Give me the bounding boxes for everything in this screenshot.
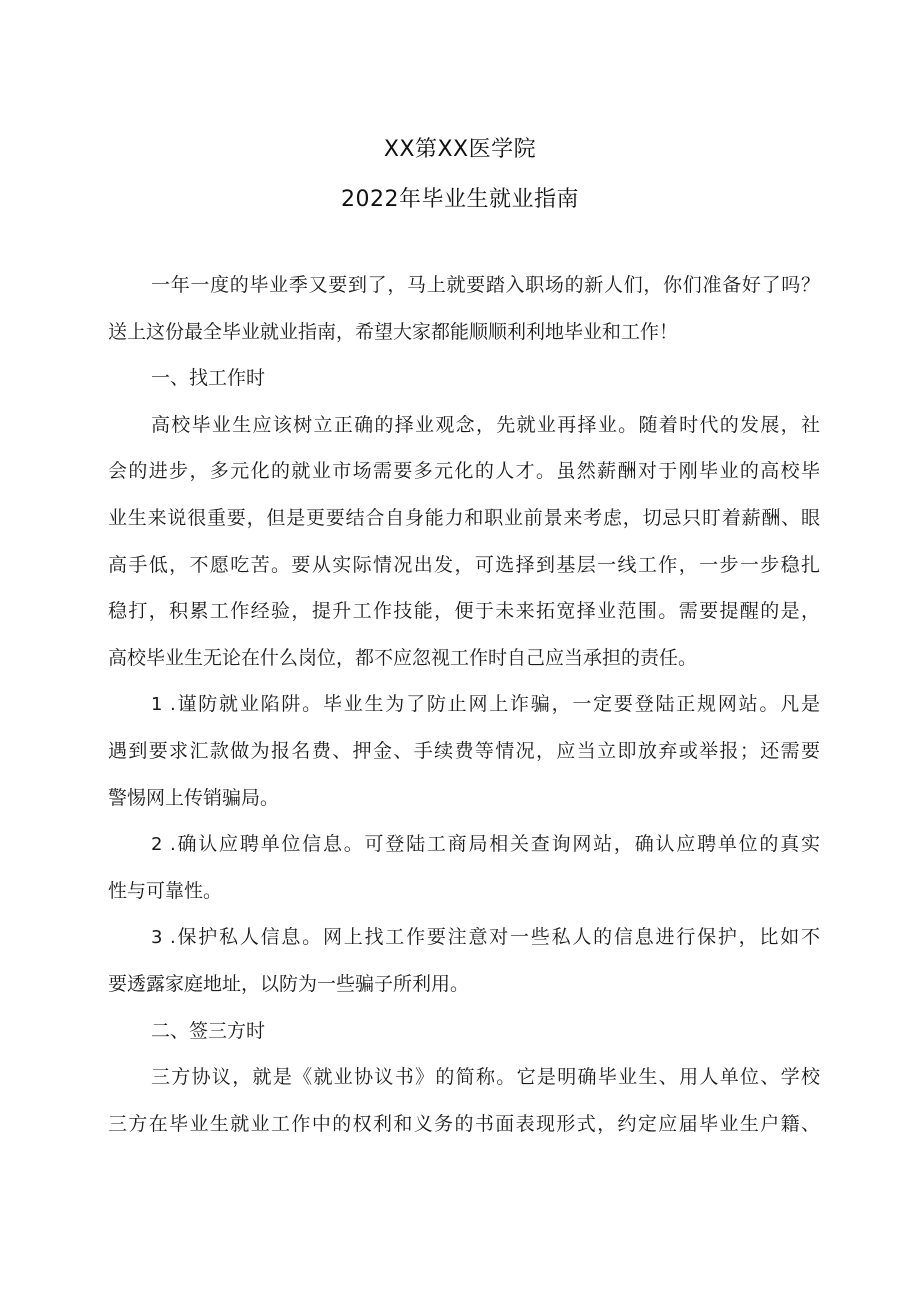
paragraph-line: 高校毕业生无论在什么岗位，都不应忽视工作时自己应当承担的责任。 — [108, 646, 698, 669]
paragraph-line: 警惕网上传销骗局。 — [108, 786, 280, 809]
paragraph-line: 一年一度的毕业季又要到了，马上就要踏入职场的新人们，你们准备好了吗？ — [151, 274, 820, 296]
section-heading: 二、签三方时 — [151, 1019, 266, 1042]
paragraph-line: 稳打，积累工作经验，提升工作技能，便于未来拓宽择业范围。需要提醒的是， — [108, 600, 820, 623]
list-item-line — [108, 821, 820, 868]
paragraph-line: 性与可靠性。 — [108, 879, 223, 902]
list-item-number: 2 . — [151, 834, 176, 856]
list-item-line — [108, 681, 820, 728]
paragraph-line: 送上这份最全毕业就业指南，希望大家都能顺顺利利地毕业和工作！ — [108, 320, 679, 343]
list-item-number: 1 . — [151, 694, 176, 716]
list-item-line — [108, 914, 820, 961]
list-item-text: 保护私人信息。网上找工作要注意对一些私人的信息进行保护，比如不 — [175, 926, 820, 949]
paragraph-line: 三方在毕业生就业工作中的权利和义务的书面表现形式，约定应届毕业生户籍、 — [108, 1112, 820, 1135]
paragraph-line: 三方协议，就是《就业协议书》的简称。它是明确毕业生、用人单位、学校 — [151, 1066, 820, 1089]
list-item-text: 确认应聘单位信息。可登陆工商局相关查询网站，确认应聘单位的真实 — [175, 833, 820, 856]
document-title-guide: 2022年毕业生就业指南 — [341, 187, 579, 212]
paragraph-line: 要透露家庭地址，以防为一些骗子所利用。 — [108, 972, 470, 995]
list-item-text: 谨防就业陷阱。毕业生为了防止网上诈骗，一定要登陆正规网站。凡是 — [175, 693, 820, 716]
paragraph-line: 遇到要求汇款做为报名费、押金、手续费等情况，应当立即放弃或举报；还需要 — [108, 739, 820, 762]
paragraph-line: 业生来说很重要，但是更要结合自身能力和职业前景来考虑，切忌只盯着薪酬、眼 — [108, 506, 820, 529]
document-body — [108, 262, 820, 1147]
list-item-number: 3 . — [151, 927, 176, 949]
paragraph-line: 会的进步，多元化的就业市场需要多元化的人才。虽然薪酬对于刚毕业的高校毕 — [108, 460, 820, 483]
paragraph-line: 高校毕业生应该树立正确的择业观念，先就业再择业。随着时代的发展，社 — [151, 413, 820, 436]
section-heading: 一、找工作时 — [151, 367, 266, 390]
paragraph-line: 高手低，不愿吃苦。要从实际情况出发，可选择到基层一线工作，一步一步稳扎 — [108, 553, 820, 576]
document-title-institution: XX第XX医学院 — [383, 137, 537, 162]
